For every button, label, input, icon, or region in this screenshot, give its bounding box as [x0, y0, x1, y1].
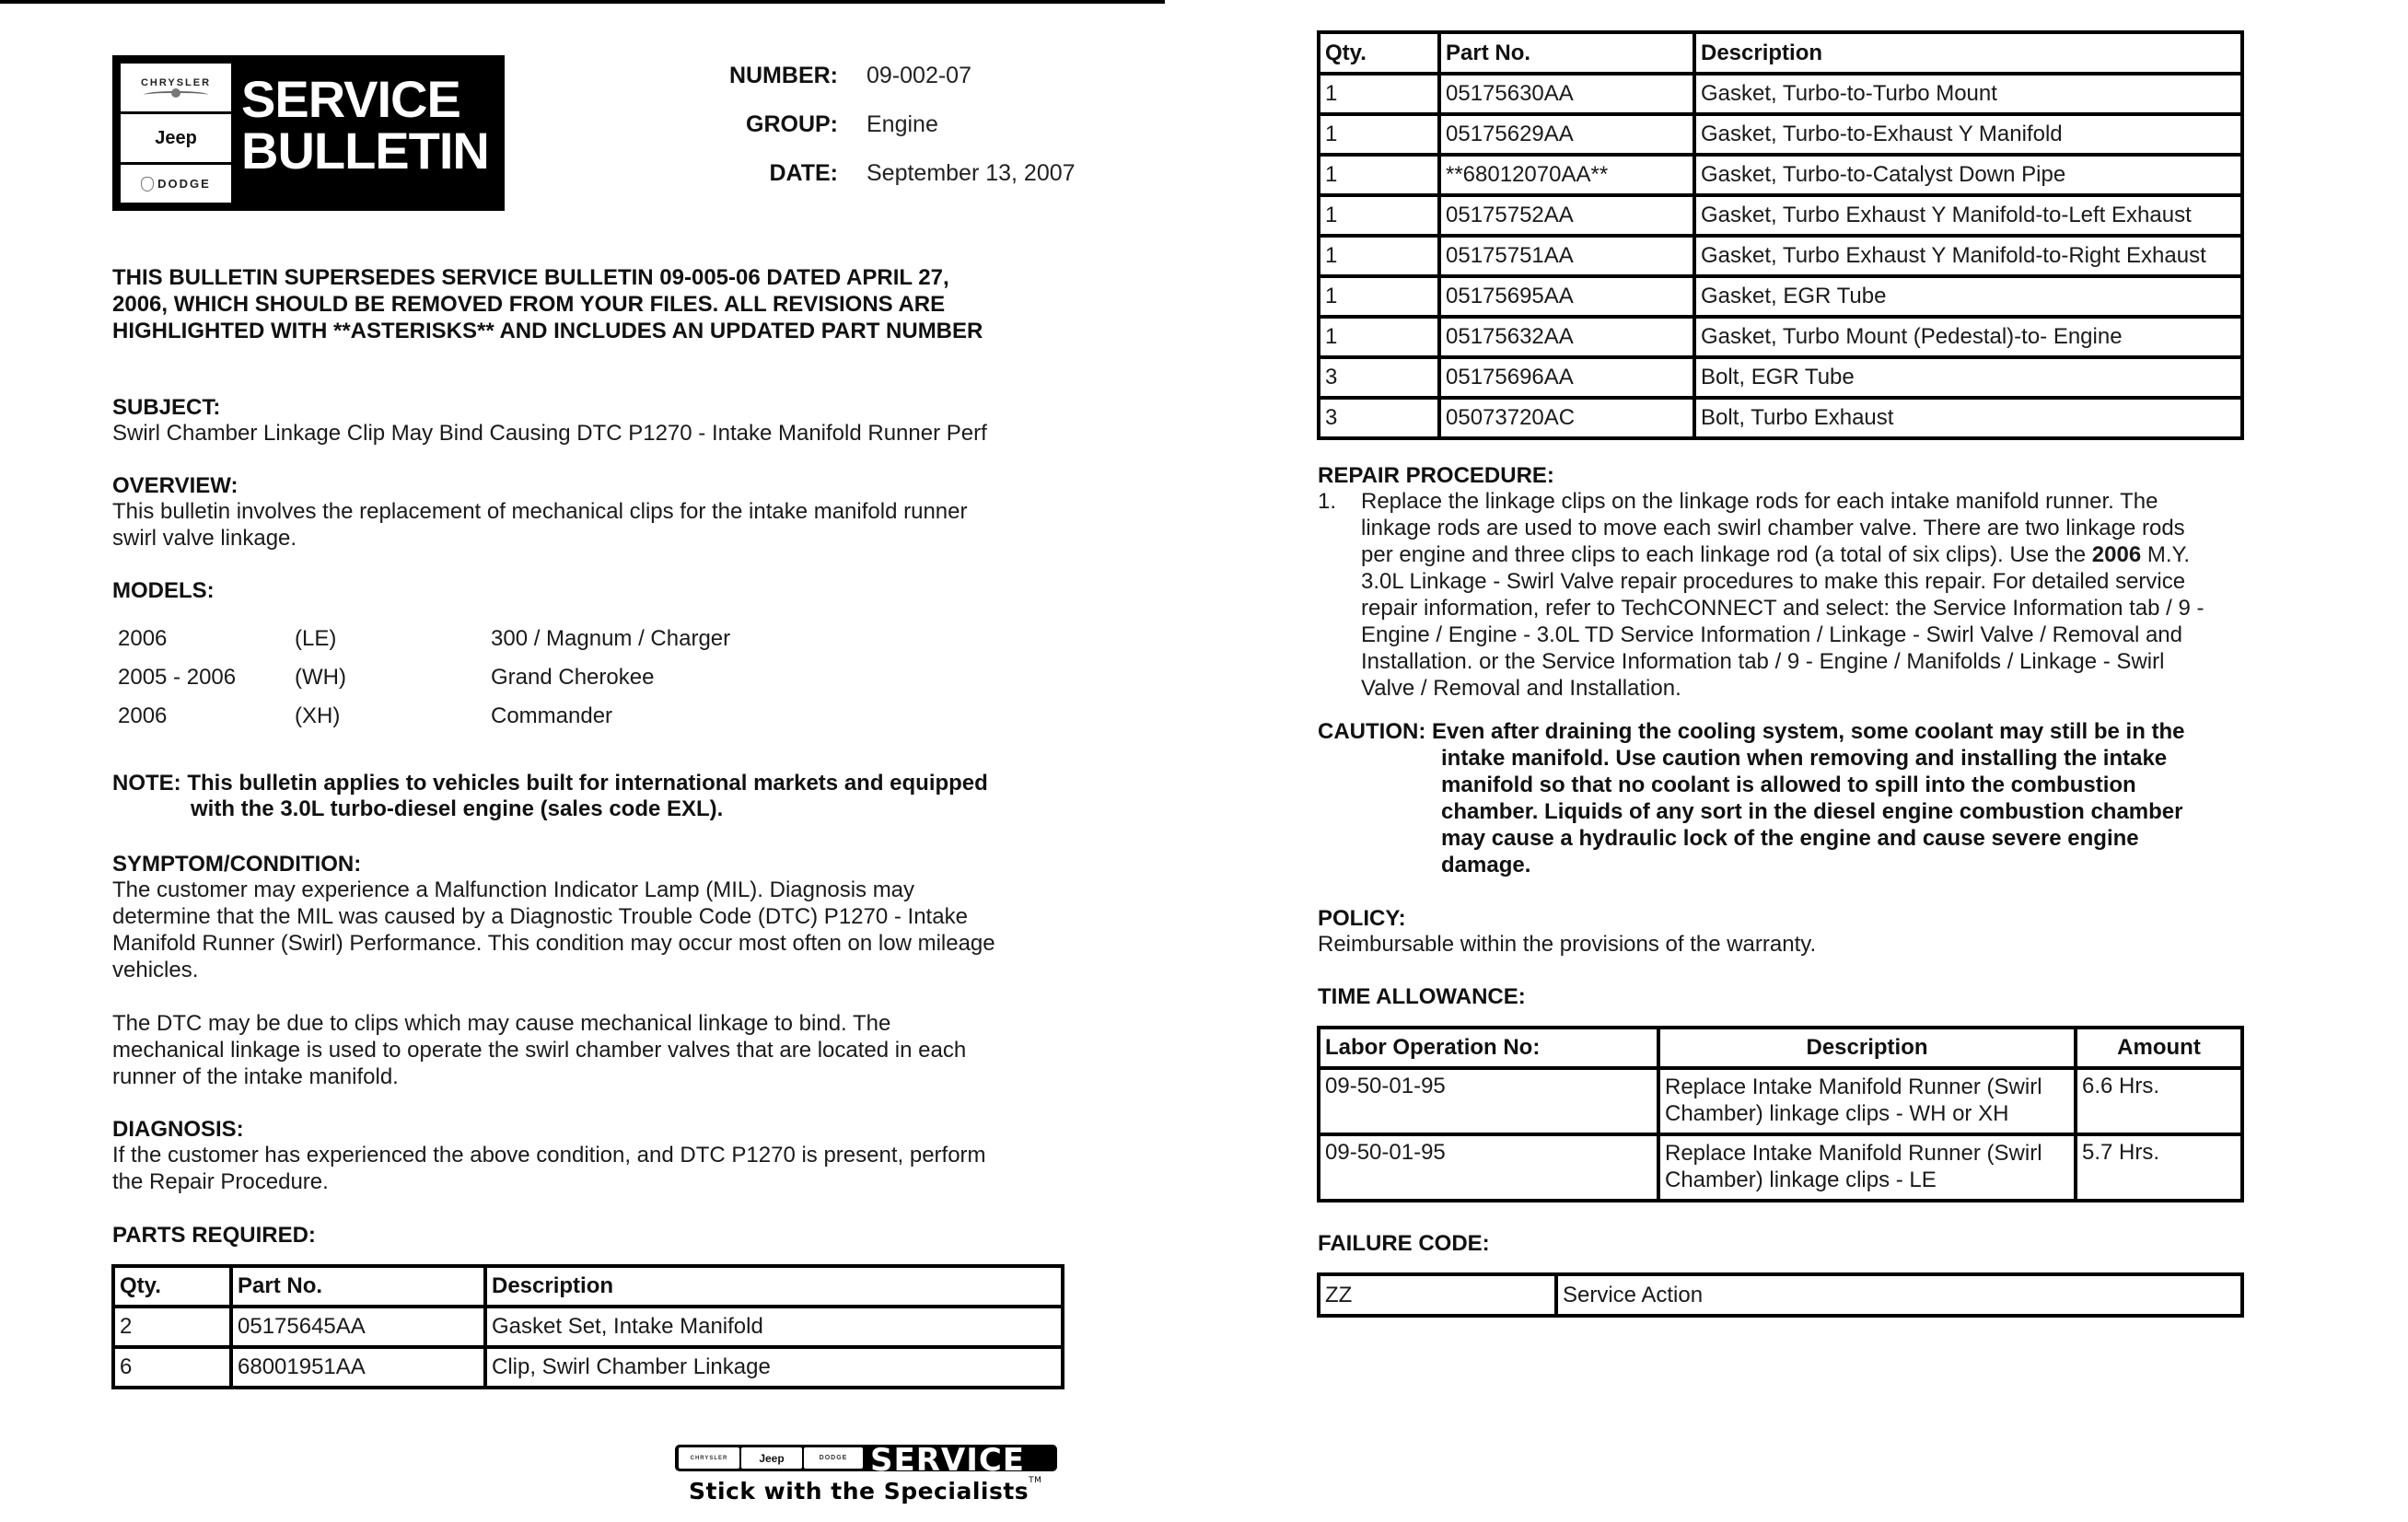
time-allowance-heading: TIME ALLOWANCE: [1318, 984, 1526, 1009]
parts-required-table [111, 1264, 1064, 1389]
symptom-line: The DTC may be due to clips which may cause mechanical linkage to bind. The [112, 1011, 891, 1036]
model-year: 2006 [118, 626, 168, 651]
cell-part-no: **68012070AA** [1439, 155, 1694, 195]
table-row [113, 1307, 1063, 1347]
table-header-row [1319, 32, 2242, 74]
repair-text-segment: M.Y. [2141, 542, 2191, 567]
parts-required-heading: PARTS REQUIRED: [112, 1223, 316, 1248]
logo-title [241, 70, 499, 180]
model-year: 2006 [118, 703, 168, 728]
ram-head-icon [141, 177, 154, 192]
cell-description: Gasket, Turbo-to-Turbo Mount [1694, 74, 2242, 114]
cell-part-no: 68001951AA [231, 1347, 485, 1388]
symptom-heading: SYMPTOM/CONDITION: [112, 852, 362, 877]
repair-step-number: 1. [1318, 489, 1337, 514]
cell-description: Clip, Swirl Chamber Linkage [485, 1347, 1063, 1388]
cell-description: Bolt, EGR Tube [1694, 357, 2242, 398]
model-name: Commander [491, 703, 613, 728]
note-line1: This bulletin applies to vehicles built for international markets and equipped [187, 771, 988, 796]
dodge-text: DODGE [157, 177, 211, 191]
model-code: (XH) [295, 703, 341, 728]
models-heading: MODELS: [112, 578, 215, 603]
overview-line: swirl valve linkage. [112, 526, 297, 551]
col-description: Description [1658, 1028, 2076, 1068]
diagnosis-line: the Repair Procedure. [112, 1169, 329, 1194]
repair-line: repair information, refer to TechCONNECT and select: the Service Information tab / 9 - [1361, 596, 2204, 621]
policy-heading: POLICY: [1318, 906, 1406, 931]
symptom-line: mechanical linkage is used to operate the swirl chamber valves that are located in each [112, 1038, 967, 1063]
table-row [1319, 398, 2242, 438]
repair-line: Engine / Engine - 3.0L TD Service Information / Linkage - Swirl Valve / Removal and [1361, 622, 2182, 647]
repair-procedure-heading: REPAIR PROCEDURE: [1318, 463, 1554, 488]
footer-service-logo [675, 1442, 1057, 1479]
note-label: NOTE: [112, 771, 181, 796]
repair-line: Installation. or the Service Information tab / 9 - Engine / Manifolds / Linkage - Swirl [1361, 649, 2165, 674]
cell-qty: 1 [1319, 114, 1439, 155]
cell-part-no: 05175632AA [1439, 317, 1694, 357]
failure-code-table [1317, 1272, 2244, 1318]
note-line2: with the 3.0L turbo-diesel engine (sales code EXL). [191, 796, 724, 821]
diagnosis-text [112, 1142, 986, 1195]
col-description: Description [485, 1266, 1063, 1307]
cell-labor-op: 09-50-01-95 [1319, 1134, 1658, 1201]
cell-labor-op: 09-50-01-95 [1319, 1068, 1658, 1134]
table-header-row [1319, 1028, 2242, 1068]
table-row [1319, 357, 2242, 398]
cell-qty: 1 [1319, 276, 1439, 317]
chrysler-logo [121, 64, 231, 111]
repair-line: linkage rods are used to move each swirl chamber valve. There are two linkage rods [1361, 516, 2185, 540]
symptom-paragraph-2 [112, 1010, 966, 1090]
number-label: NUMBER: [728, 63, 838, 88]
caution-text: Even after draining the cooling system, some coolant may still be in the [1432, 719, 2185, 744]
overview-heading: OVERVIEW: [112, 473, 238, 498]
model-year: 2005 - 2006 [118, 665, 237, 690]
col-description: Description [1694, 32, 2242, 74]
dodge-wordmark [141, 177, 211, 192]
table-row [1319, 114, 2242, 155]
cell-part-no: 05073720AC [1439, 398, 1694, 438]
cell-description: Gasket, EGR Tube [1694, 276, 2242, 317]
symptom-line: vehicles. [112, 958, 199, 982]
page-top-rule [0, 0, 1165, 4]
symptom-line: The customer may experience a Malfunction Indicator Lamp (MIL). Diagnosis may [112, 877, 915, 902]
table-row [1319, 1068, 2242, 1134]
cell-description: Gasket, Turbo Exhaust Y Manifold-to-Right Exhaust [1694, 236, 2242, 276]
table-row [1319, 236, 2242, 276]
table-row [113, 1347, 1063, 1388]
table-row [1319, 1134, 2242, 1201]
footer-service-text: SERVICE [870, 1442, 1026, 1479]
caution-line: chamber. Liquids of any sort in the diesel engine combustion chamber [1441, 799, 2183, 824]
caution-line: intake manifold. Use caution when removing and installing the intake [1441, 746, 2168, 771]
footer-tagline [689, 1478, 1041, 1505]
cell-qty: 2 [113, 1307, 231, 1347]
table-row [1319, 155, 2242, 195]
symptom-line: runner of the intake manifold. [112, 1064, 399, 1089]
cell-description [1658, 1134, 2076, 1201]
footer-chrysler-logo [679, 1447, 739, 1469]
date-value: September 13, 2007 [867, 160, 1076, 186]
parts-continued-table [1317, 30, 2244, 440]
caution-line: manifold so that no coolant is allowed to spill into the combustion [1441, 773, 2136, 797]
logo-title-line1: SERVICE [241, 70, 460, 128]
cell-qty: 1 [1319, 74, 1439, 114]
subject-text: Swirl Chamber Linkage Clip May Bind Causing DTC P1270 - Intake Manifold Runner Perf [112, 421, 987, 446]
jeep-logo [121, 114, 231, 162]
repair-text-segment: per engine and three clips to each linkage rod (a total of six clips). Use the [1361, 542, 2092, 567]
footer-jeep-logo [741, 1447, 802, 1469]
brand-logos [121, 64, 231, 203]
cell-qty: 6 [113, 1347, 231, 1388]
service-bulletin-logo [112, 55, 505, 211]
desc-line: Replace Intake Manifold Runner (Swirl [1665, 1075, 2042, 1099]
failure-code-heading: FAILURE CODE: [1318, 1231, 1490, 1256]
cell-description: Gasket, Turbo-to-Catalyst Down Pipe [1694, 155, 2242, 195]
footer-chrysler-text: CHRYSLER [690, 1455, 728, 1461]
caution-line: may cause a hydraulic lock of the engine and cause severe engine [1441, 826, 2139, 851]
table-header-row [113, 1266, 1063, 1307]
desc-line: Chamber) linkage clips - LE [1665, 1168, 1937, 1192]
jeep-wordmark: Jeep [155, 127, 197, 148]
diagnosis-heading: DIAGNOSIS: [112, 1117, 244, 1142]
desc-line: Chamber) linkage clips - WH or XH [1665, 1101, 2009, 1126]
overview-text [112, 498, 967, 552]
number-value: 09-002-07 [867, 63, 971, 88]
repair-line [1361, 541, 2204, 568]
caution-body [1441, 745, 2183, 878]
table-row [1319, 1274, 2242, 1316]
cell-description: Gasket, Turbo Mount (Pedestal)-to- Engine [1694, 317, 2242, 357]
subject-heading: SUBJECT: [112, 395, 221, 420]
diagnosis-line: If the customer has experienced the above condition, and DTC P1270 is present, perform [112, 1143, 986, 1168]
footer-jeep-text: Jeep [759, 1451, 785, 1465]
cell-description: Bolt, Turbo Exhaust [1694, 398, 2242, 438]
cell-qty: 1 [1319, 155, 1439, 195]
table-row [1319, 276, 2242, 317]
logo-title-line2: BULLETIN [241, 122, 489, 180]
cell-part-no: 05175752AA [1439, 195, 1694, 236]
chrysler-wings-icon [144, 91, 208, 99]
caution-line: damage. [1441, 853, 1531, 877]
supersedes-line: HIGHLIGHTED WITH **ASTERISKS** AND INCLUDES AN UPDATED PART NUMBER [112, 319, 983, 343]
note-block [112, 770, 988, 796]
supersedes-notice [112, 264, 983, 344]
symptom-line: Manifold Runner (Swirl) Performance. This condition may occur most often on low mileage [112, 931, 995, 956]
col-part-no: Part No. [231, 1266, 485, 1307]
cell-qty: 3 [1319, 398, 1439, 438]
repair-step-text [1361, 488, 2204, 702]
cell-qty: 1 [1319, 317, 1439, 357]
cell-part-no: 05175751AA [1439, 236, 1694, 276]
cell-part-no: 05175630AA [1439, 74, 1694, 114]
repair-line: 3.0L Linkage - Swirl Valve repair procedures to make this repair. For detailed service [1361, 569, 2186, 594]
group-value: Engine [867, 111, 938, 137]
dodge-logo [121, 165, 231, 203]
col-amount: Amount [2076, 1028, 2242, 1068]
trademark-symbol: TM [1029, 1476, 1042, 1485]
cell-amount: 5.7 Hrs. [2076, 1134, 2242, 1201]
cell-amount: 6.6 Hrs. [2076, 1068, 2242, 1134]
supersedes-line: 2006, WHICH SHOULD BE REMOVED FROM YOUR FILES. ALL REVISIONS ARE [112, 292, 946, 317]
symptom-paragraph-1 [112, 877, 995, 983]
model-code: (LE) [295, 626, 337, 651]
repair-line: Replace the linkage clips on the linkage rods for each intake manifold runner. The [1361, 489, 2158, 514]
cell-qty: 3 [1319, 357, 1439, 398]
symptom-line: determine that the MIL was caused by a Diagnostic Trouble Code (DTC) P1270 - Intake [112, 904, 968, 929]
footer-dodge-logo [804, 1447, 863, 1469]
tagline-text: Stick with the Specialists [689, 1478, 1030, 1505]
cell-description: Gasket, Turbo Exhaust Y Manifold-to-Left Exhaust [1694, 195, 2242, 236]
cell-qty: 1 [1319, 236, 1439, 276]
model-code: (WH) [295, 665, 346, 690]
cell-part-no: 05175629AA [1439, 114, 1694, 155]
cell-failure-description: Service Action [1556, 1274, 2242, 1316]
cell-description: Gasket Set, Intake Manifold [485, 1307, 1063, 1347]
cell-description: Gasket, Turbo-to-Exhaust Y Manifold [1694, 114, 2242, 155]
overview-line: This bulletin involves the replacement of mechanical clips for the intake manifold runner [112, 499, 968, 524]
caution-first-line [1318, 718, 2185, 745]
cell-part-no: 05175696AA [1439, 357, 1694, 398]
date-label: DATE: [769, 160, 838, 186]
cell-description [1658, 1068, 2076, 1134]
cell-part-no: 05175645AA [231, 1307, 485, 1347]
supersedes-line: THIS BULLETIN SUPERSEDES SERVICE BULLETIN 09-005-06 DATED APRIL 27, [112, 265, 949, 290]
time-allowance-table [1317, 1026, 2244, 1202]
cell-part-no: 05175695AA [1439, 276, 1694, 317]
table-row [1319, 195, 2242, 236]
col-labor-op: Labor Operation No: [1319, 1028, 1658, 1068]
col-qty: Qty. [113, 1266, 231, 1307]
policy-text: Reimbursable within the provisions of the warranty. [1318, 932, 1817, 957]
caution-label: CAUTION: [1318, 719, 1426, 744]
cell-qty: 1 [1319, 195, 1439, 236]
model-name: Grand Cherokee [491, 665, 655, 690]
group-label: GROUP: [746, 111, 838, 137]
model-year-emphasis: 2006 [2091, 542, 2142, 567]
desc-line: Replace Intake Manifold Runner (Swirl [1665, 1141, 2042, 1166]
col-part-no: Part No. [1439, 32, 1694, 74]
repair-line: Valve / Removal and Installation. [1361, 676, 1681, 701]
cell-failure-code: ZZ [1319, 1274, 1556, 1316]
table-row [1319, 74, 2242, 114]
col-qty: Qty. [1319, 32, 1439, 74]
model-name: 300 / Magnum / Charger [491, 626, 731, 651]
chrysler-wordmark: CHRYSLER [140, 76, 212, 88]
table-row [1319, 317, 2242, 357]
footer-dodge-text: DODGE [819, 1455, 848, 1461]
